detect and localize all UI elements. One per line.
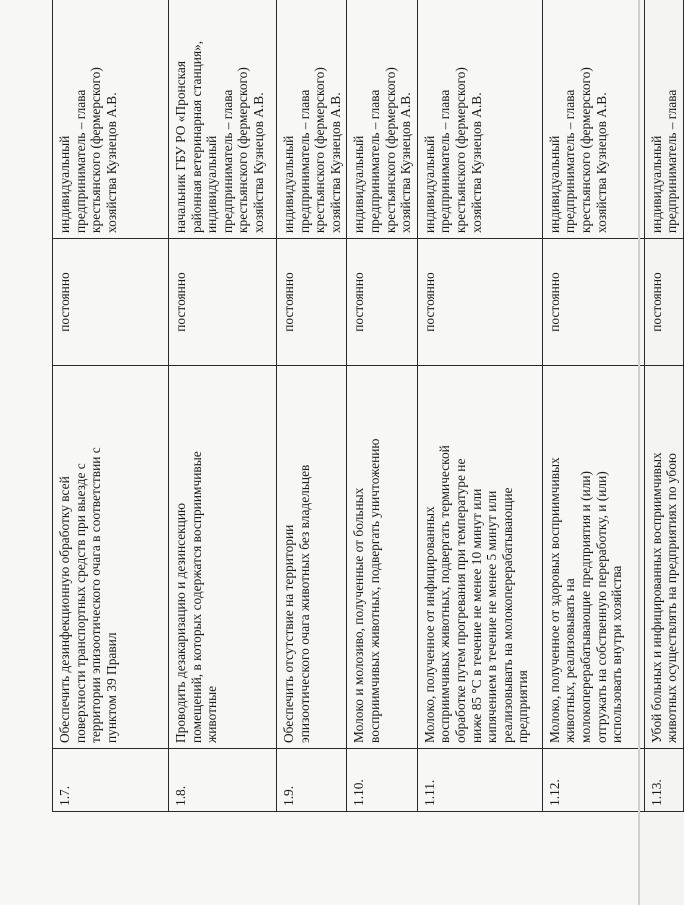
- responsible-text: начальник ГБУ РО «Пронская районная ветеринарная станция», индивидуальный предприниматель – глава крестьянского (фермерского) хозяйства Кузнецов А.В.: [169, 0, 277, 239]
- period-text: постоянно: [417, 239, 542, 366]
- table-row: [169, 0, 277, 812]
- row-number: 1.13.: [644, 749, 683, 812]
- period-text: постоянно: [347, 239, 417, 366]
- table-row: [347, 0, 417, 812]
- measure-text: Молоко, полученное от инфицированных восприимчивых животных, подвергать термической обработке путем прогревания при температуре не ниже 85 °С в течение не менее 10 минут или кипячением в течение не менее 5 минут или реализовывать на молокоперерабатывающие предприятия: [417, 366, 542, 749]
- scan-edge-line: [638, 0, 640, 905]
- responsible-text: индивидуальный предприниматель – глава крестьянского (фермерского) хозяйства Кузнецов А.В.: [347, 0, 417, 239]
- period-text: постоянно: [53, 239, 169, 366]
- row-number: 1.8.: [169, 749, 277, 812]
- responsible-text: индивидуальный предприниматель – глава крестьянского (фермерского) хозяйства Кузнецов А.В.: [277, 0, 347, 239]
- row-number: 1.9.: [277, 749, 347, 812]
- responsible-text: индивидуальный предприниматель – глава крестьянского (фермерского) хозяйства Кузнецов А.В.: [417, 0, 542, 239]
- table-row: [53, 0, 169, 812]
- row-number: 1.10.: [347, 749, 417, 812]
- measure-text: Обеспечить дезинфекционную обработку всей поверхности транспортных средств при выезде с территории эпизоотического очага в соответствии с пунктом 39 Правил: [53, 366, 169, 749]
- responsible-text: индивидуальный предприниматель – глава крестьянского (фермерского) хозяйства Кузнецов А.В.: [53, 0, 169, 239]
- measure-text: Обеспечить отсутствие на территории эпизоотического очага животных без владельцев: [277, 366, 347, 749]
- responsible-text: индивидуальный предприниматель – глава крестьянского (фермерского) хозяйства Кузнецов А.В.: [542, 0, 644, 239]
- period-text: постоянно: [542, 239, 644, 366]
- table-row: [644, 0, 683, 812]
- measure-text: Убой больных и инфицированных восприимчивых животных осуществлять на предприятиях по убою: [644, 366, 683, 749]
- measure-text: Молоко, полученное от здоровых восприимчивых животных, реализовывать на молокоперерабатывающие предприятия и (или) отгружать на собственную переработку, и (или) использовать внутри хозяйства: [542, 366, 644, 749]
- measure-text: Молоко и молозиво, полученные от больных восприимчивых животных, подвергать уничтожению: [347, 366, 417, 749]
- responsible-text: индивидуальный предприниматель – глава: [644, 0, 683, 239]
- table-row: [542, 0, 644, 812]
- table-row: [277, 0, 347, 812]
- row-number: 1.11.: [417, 749, 542, 812]
- row-number: 1.12.: [542, 749, 644, 812]
- measures-table: [52, 0, 684, 812]
- period-text: постоянно: [644, 239, 683, 366]
- row-number: 1.7.: [53, 749, 169, 812]
- table-row: [417, 0, 542, 812]
- period-text: постоянно: [169, 239, 277, 366]
- period-text: постоянно: [277, 239, 347, 366]
- measure-text: Проводить дезакаризацию и дезинсекцию помещений, в которых содержатся восприимчивые животные: [169, 366, 277, 749]
- rotated-table-wrapper: [52, 22, 680, 812]
